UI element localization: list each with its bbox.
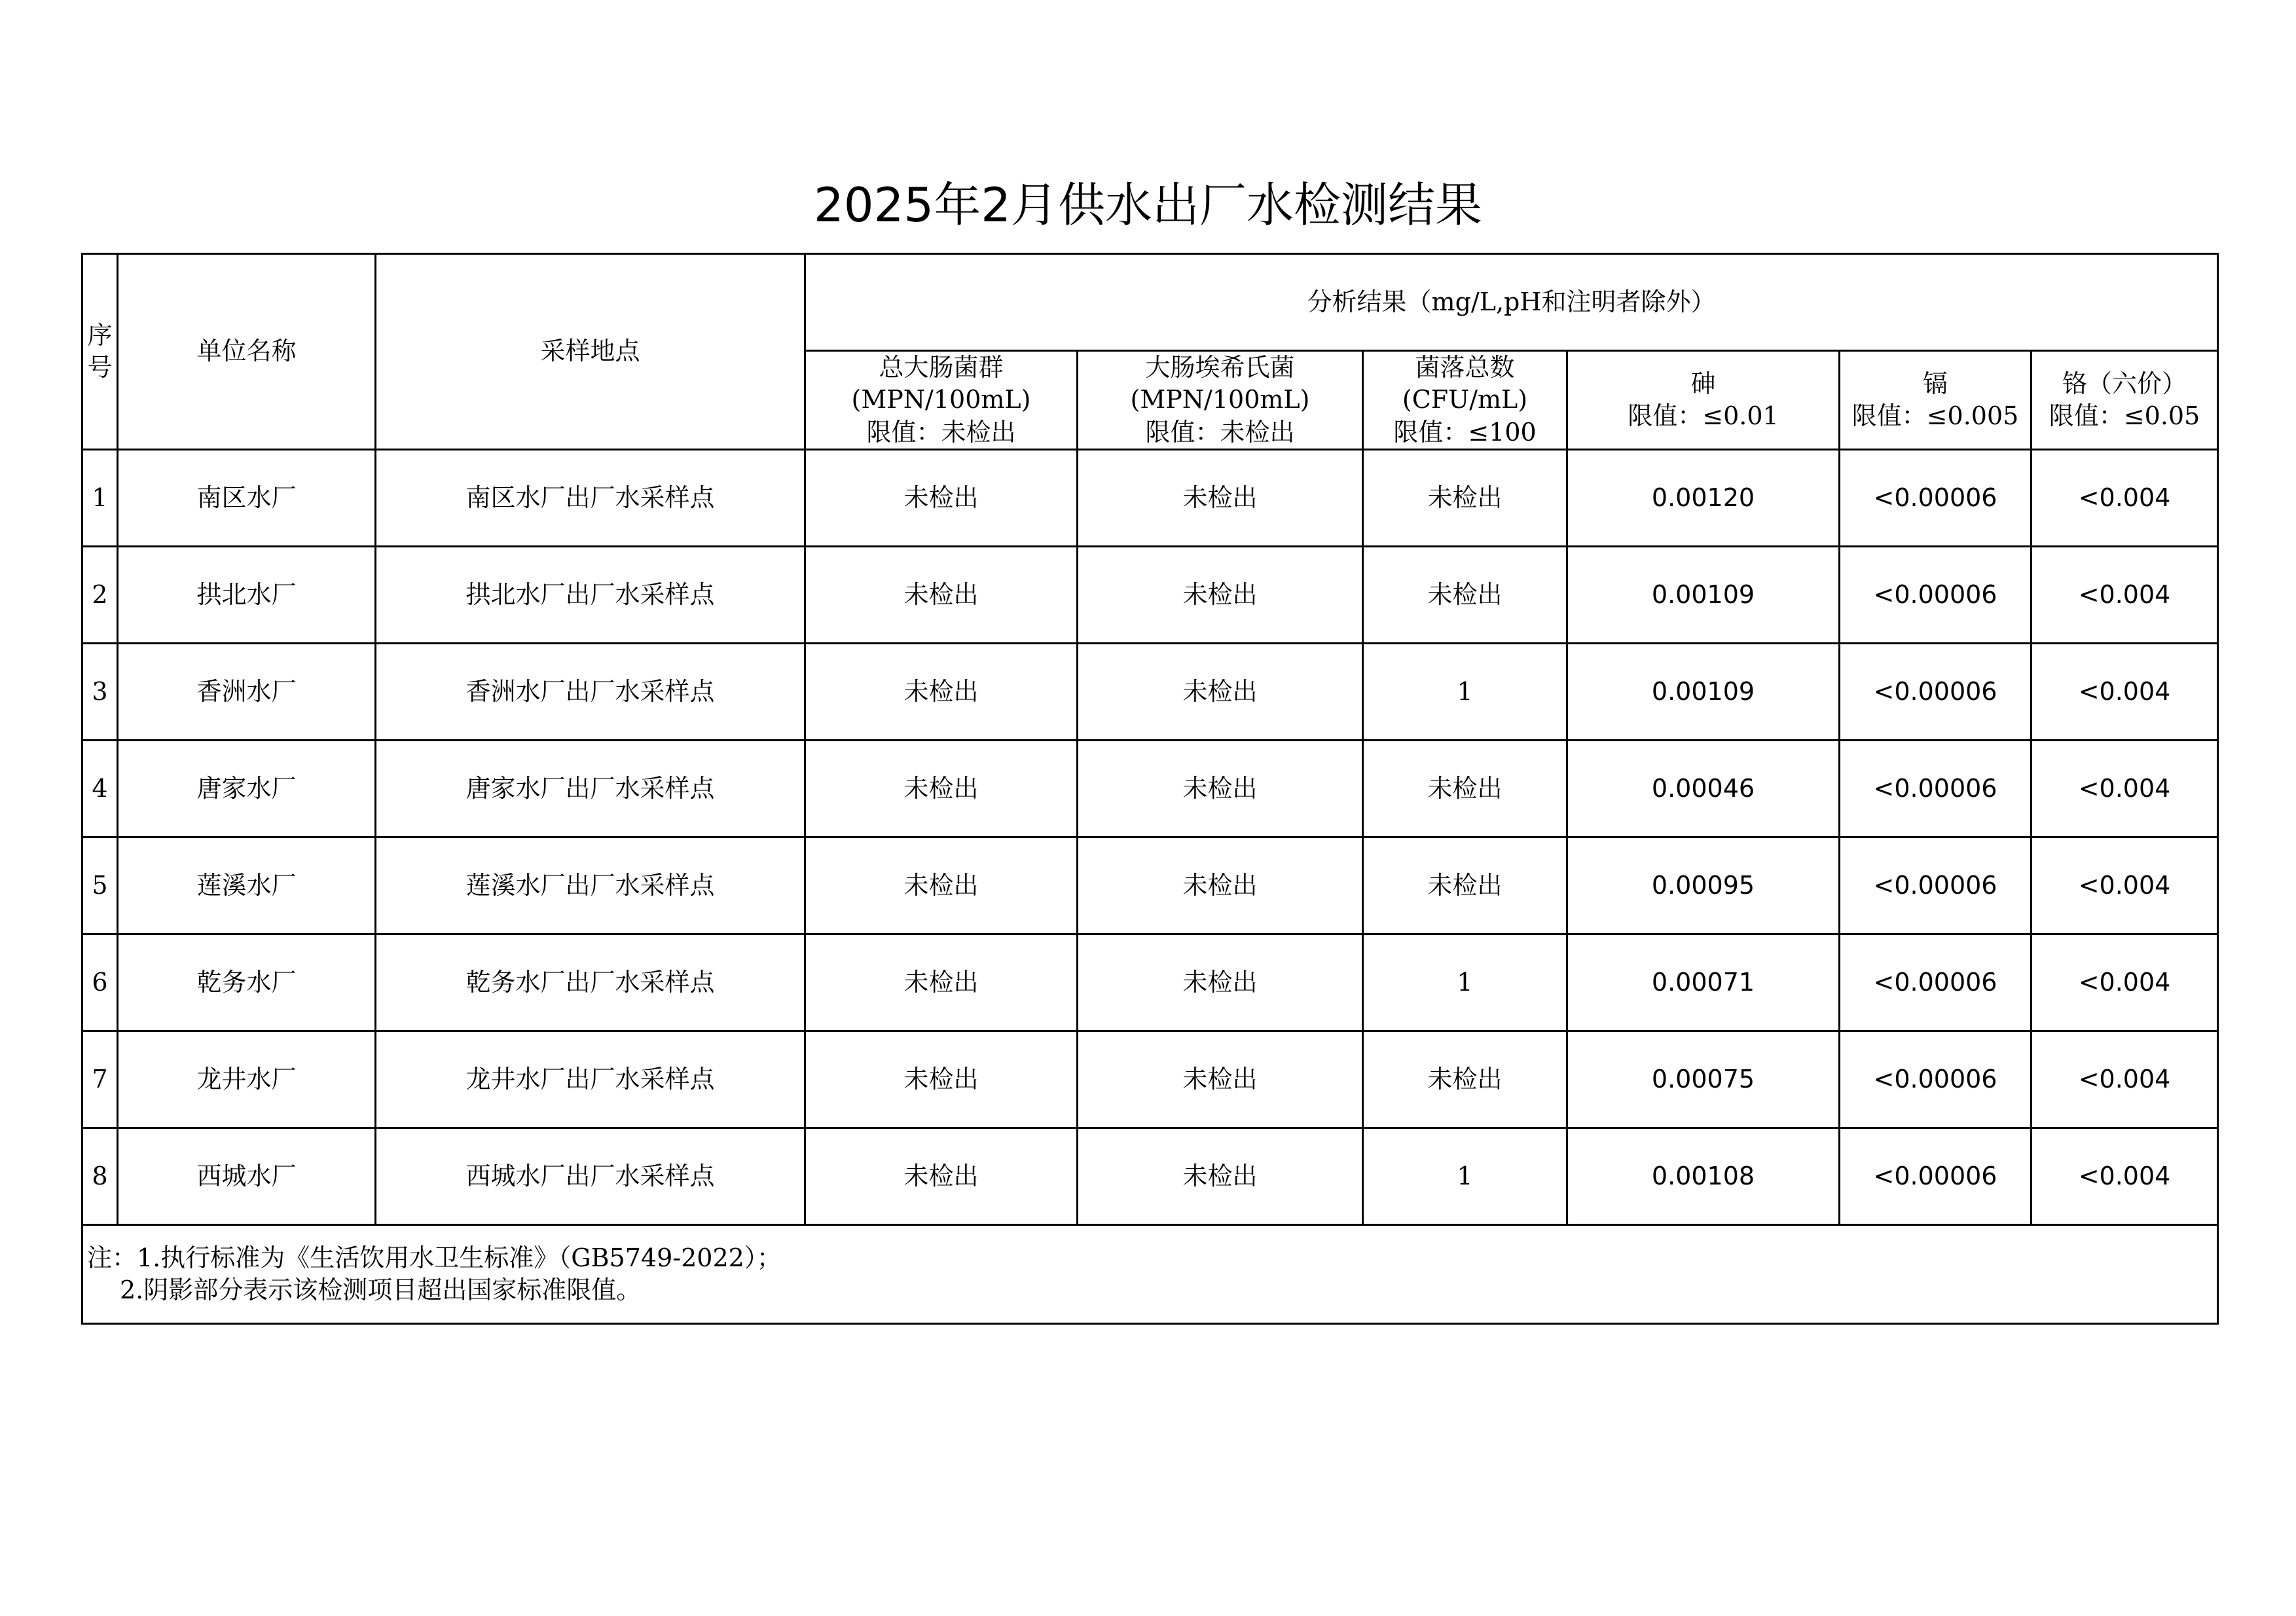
cell-seq: 8 bbox=[82, 1128, 118, 1225]
cell-coliform: 未检出 bbox=[805, 741, 1078, 837]
cell-cadmium: <0.00006 bbox=[1840, 450, 2032, 547]
cell-cadmium: <0.00006 bbox=[1840, 1031, 2032, 1128]
header-colony-unit: (CFU/mL) bbox=[1402, 385, 1528, 414]
table-row bbox=[82, 1128, 2218, 1225]
header-seq bbox=[82, 254, 118, 450]
cell-arsenic: 0.00095 bbox=[1567, 837, 1840, 934]
cell-colony: 未检出 bbox=[1363, 741, 1567, 837]
header-row-main bbox=[82, 254, 2218, 351]
header-ecoli-name: 大肠埃希氏菌 bbox=[1145, 353, 1295, 382]
cell-colony: 未检出 bbox=[1363, 1031, 1567, 1128]
cell-colony: 1 bbox=[1363, 644, 1567, 741]
cell-ecoli: 未检出 bbox=[1078, 1128, 1363, 1225]
header-colony bbox=[1363, 351, 1567, 450]
header-cadmium-limit: 限值：≤0.005 bbox=[1851, 401, 2019, 431]
cell-location: 乾务水厂出厂水采样点 bbox=[376, 934, 805, 1031]
header-ecoli-unit: (MPN/100mL) bbox=[1130, 385, 1310, 414]
cell-coliform: 未检出 bbox=[805, 837, 1078, 934]
header-seq-line2: 号 bbox=[87, 353, 113, 382]
cell-location: 龙井水厂出厂水采样点 bbox=[376, 1031, 805, 1128]
cell-colony: 1 bbox=[1363, 934, 1567, 1031]
cell-unit: 香洲水厂 bbox=[118, 644, 376, 741]
results-table bbox=[81, 253, 2219, 1325]
cell-ecoli: 未检出 bbox=[1078, 547, 1363, 644]
cell-location: 香洲水厂出厂水采样点 bbox=[376, 644, 805, 741]
header-cadmium-name: 镉 bbox=[1922, 369, 1948, 398]
cell-seq: 4 bbox=[82, 741, 118, 837]
header-coliform-unit: (MPN/100mL) bbox=[851, 385, 1031, 414]
cell-chromium: <0.004 bbox=[2032, 450, 2218, 547]
cell-unit: 唐家水厂 bbox=[118, 741, 376, 837]
table-row bbox=[82, 837, 2218, 934]
cell-chromium: <0.004 bbox=[2032, 1128, 2218, 1225]
cell-unit: 拱北水厂 bbox=[118, 547, 376, 644]
table-row bbox=[82, 934, 2218, 1031]
cell-cadmium: <0.00006 bbox=[1840, 644, 2032, 741]
table-row bbox=[82, 450, 2218, 547]
cell-arsenic: 0.00108 bbox=[1567, 1128, 1840, 1225]
table-row bbox=[82, 741, 2218, 837]
cell-coliform: 未检出 bbox=[805, 1031, 1078, 1128]
table-row bbox=[82, 1031, 2218, 1128]
cell-colony: 1 bbox=[1363, 1128, 1567, 1225]
notes-cell bbox=[82, 1225, 2218, 1324]
header-seq-line1: 序 bbox=[87, 320, 113, 350]
header-ecoli bbox=[1078, 351, 1363, 450]
cell-chromium: <0.004 bbox=[2032, 644, 2218, 741]
header-arsenic-limit: 限值：≤0.01 bbox=[1628, 401, 1779, 431]
cell-arsenic: 0.00075 bbox=[1567, 1031, 1840, 1128]
cell-cadmium: <0.00006 bbox=[1840, 741, 2032, 837]
note-line-1: 注：1.执行标准为《生活饮用水卫生标准》（GB5749-2022）； bbox=[87, 1243, 782, 1272]
cell-chromium: <0.004 bbox=[2032, 547, 2218, 644]
cell-ecoli: 未检出 bbox=[1078, 644, 1363, 741]
header-coliform bbox=[805, 351, 1078, 450]
note-line-2: 2.阴影部分表示该检测项目超出国家标准限值。 bbox=[120, 1276, 642, 1305]
cell-ecoli: 未检出 bbox=[1078, 934, 1363, 1031]
cell-chromium: <0.004 bbox=[2032, 837, 2218, 934]
cell-colony: 未检出 bbox=[1363, 837, 1567, 934]
cell-location: 莲溪水厂出厂水采样点 bbox=[376, 837, 805, 934]
header-ecoli-limit: 限值：未检出 bbox=[1145, 417, 1295, 447]
header-coliform-limit: 限值：未检出 bbox=[866, 417, 1016, 447]
cell-seq: 2 bbox=[82, 547, 118, 644]
page-title: 2025年2月供水出厂水检测结果 bbox=[813, 177, 1483, 232]
cell-location: 拱北水厂出厂水采样点 bbox=[376, 547, 805, 644]
cell-unit: 龙井水厂 bbox=[118, 1031, 376, 1128]
cell-location: 西城水厂出厂水采样点 bbox=[376, 1128, 805, 1225]
cell-colony: 未检出 bbox=[1363, 547, 1567, 644]
cell-coliform: 未检出 bbox=[805, 934, 1078, 1031]
cell-seq: 7 bbox=[82, 1031, 118, 1128]
header-colony-limit: 限值：≤100 bbox=[1393, 417, 1537, 447]
header-arsenic bbox=[1567, 351, 1840, 450]
cell-unit: 莲溪水厂 bbox=[118, 837, 376, 934]
cell-unit: 乾务水厂 bbox=[118, 934, 376, 1031]
cell-cadmium: <0.00006 bbox=[1840, 547, 2032, 644]
header-chromium bbox=[2032, 351, 2218, 450]
header-chromium-limit: 限值：≤0.05 bbox=[2049, 401, 2200, 431]
cell-coliform: 未检出 bbox=[805, 644, 1078, 741]
cell-seq: 3 bbox=[82, 644, 118, 741]
cell-arsenic: 0.00120 bbox=[1567, 450, 1840, 547]
cell-unit: 南区水厂 bbox=[118, 450, 376, 547]
cell-chromium: <0.004 bbox=[2032, 741, 2218, 837]
cell-ecoli: 未检出 bbox=[1078, 741, 1363, 837]
cell-ecoli: 未检出 bbox=[1078, 1031, 1363, 1128]
header-analysis-group: 分析结果（mg/L,pH和注明者除外） bbox=[805, 254, 2218, 351]
cell-arsenic: 0.00109 bbox=[1567, 644, 1840, 741]
cell-arsenic: 0.00046 bbox=[1567, 741, 1840, 837]
cell-coliform: 未检出 bbox=[805, 450, 1078, 547]
cell-chromium: <0.004 bbox=[2032, 934, 2218, 1031]
cell-cadmium: <0.00006 bbox=[1840, 1128, 2032, 1225]
cell-coliform: 未检出 bbox=[805, 1128, 1078, 1225]
header-arsenic-name: 砷 bbox=[1690, 369, 1716, 398]
header-chromium-name: 铬（六价） bbox=[2062, 369, 2187, 398]
cell-arsenic: 0.00109 bbox=[1567, 547, 1840, 644]
cell-arsenic: 0.00071 bbox=[1567, 934, 1840, 1031]
table-row bbox=[82, 547, 2218, 644]
cell-seq: 1 bbox=[82, 450, 118, 547]
cell-ecoli: 未检出 bbox=[1078, 450, 1363, 547]
table-row bbox=[82, 644, 2218, 741]
cell-cadmium: <0.00006 bbox=[1840, 934, 2032, 1031]
header-location: 采样地点 bbox=[376, 254, 805, 450]
header-coliform-name: 总大肠菌群 bbox=[879, 353, 1004, 382]
cell-seq: 6 bbox=[82, 934, 118, 1031]
cell-location: 唐家水厂出厂水采样点 bbox=[376, 741, 805, 837]
cell-cadmium: <0.00006 bbox=[1840, 837, 2032, 934]
notes-row bbox=[82, 1225, 2218, 1324]
header-unit-name: 单位名称 bbox=[118, 254, 376, 450]
cell-ecoli: 未检出 bbox=[1078, 837, 1363, 934]
cell-unit: 西城水厂 bbox=[118, 1128, 376, 1225]
cell-location: 南区水厂出厂水采样点 bbox=[376, 450, 805, 547]
cell-seq: 5 bbox=[82, 837, 118, 934]
header-cadmium bbox=[1840, 351, 2032, 450]
cell-chromium: <0.004 bbox=[2032, 1031, 2218, 1128]
cell-colony: 未检出 bbox=[1363, 450, 1567, 547]
header-colony-name: 菌落总数 bbox=[1415, 353, 1515, 382]
cell-coliform: 未检出 bbox=[805, 547, 1078, 644]
